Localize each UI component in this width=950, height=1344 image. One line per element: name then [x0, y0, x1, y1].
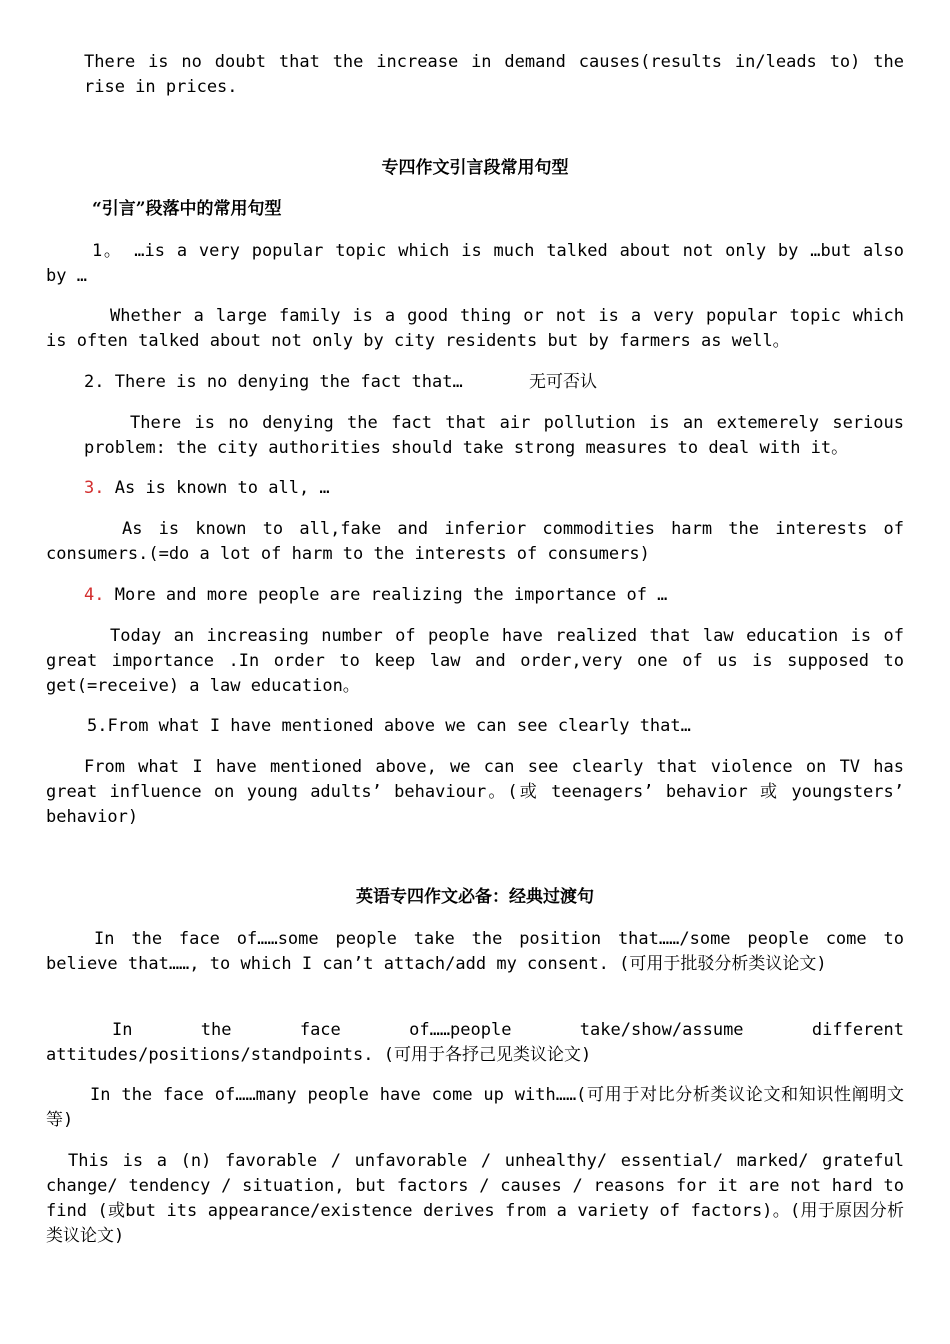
item-number: 1。: [92, 241, 123, 261]
transition-paragraph: In the face of……many people have come up with……(可用于对比分析类议论文和知识性阐明文等): [46, 1085, 904, 1130]
item4-pattern: [84, 583, 904, 608]
item3-example: As is known to all,fake and inferior commodities harm the interests of consumers.(=do a lot of harm to the interests of consumers): [46, 519, 904, 564]
section1-subtitle: “引言”段落中的常用句型: [92, 199, 282, 219]
item-number: 5.: [87, 716, 108, 736]
section1-title: 专四作文引言段常用句型: [381, 158, 569, 178]
item5-pattern: [87, 714, 904, 739]
intro-sentence: There is no doubt that the increase in demand causes(results in/leads to) the rise in prices.: [84, 52, 904, 97]
item2-pattern: [84, 370, 904, 395]
item5-example: From what I have mentioned above, we can see clearly that violence on TV has great influence on young adults’ behaviour。(或 teenagers’ behavior 或 youngsters’ behavior): [46, 757, 904, 827]
item-number: 4.: [84, 585, 105, 605]
item-pattern-text: There is no denying the fact that…: [114, 372, 463, 392]
item-pattern-text: From what I have mentioned above we can see clearly that…: [107, 716, 691, 736]
section2-title: 英语专四作文必备：经典过渡句: [356, 887, 594, 907]
item1-example: Whether a large family is a good thing or not is a very popular topic which is often talked about not only by city residents but by farmers as well。: [46, 306, 904, 351]
item-pattern-text: …is a very popular topic which is much talked about not only by …but also by …: [46, 241, 904, 286]
transition-paragraph: This is a (n) favorable / unfavorable / unhealthy/ essential/ marked/ grateful change/ tendency / situation, but factors / causes / reasons for it are not hard to find (或but its appearance/existence derives from a variety of factors)。(用于原因分析类议论文): [46, 1151, 904, 1246]
item-number: 2.: [84, 372, 105, 392]
item-gloss: 无可否认: [528, 372, 597, 392]
item-number: 3.: [84, 478, 105, 498]
item-pattern-text: More and more people are realizing the importance of …: [114, 585, 668, 605]
item-pattern-text: As is known to all, …: [114, 478, 330, 498]
item3-pattern: [84, 476, 904, 501]
item1-pattern: [46, 239, 904, 289]
item2-example: There is no denying the fact that air pollution is an extemerely serious problem: the city authorities should take strong measures to deal with it。: [84, 413, 904, 458]
item4-example: Today an increasing number of people have realized that law education is of great importance .In order to keep law and order,very one of us is supposed to get(=receive) a law education。: [46, 626, 904, 696]
transition-paragraph: In the face of……people take/show/assume different attitudes/positions/standpoints. (可用于各抒己见类议论文): [46, 1020, 904, 1065]
transition-paragraph: In the face of……some people take the position that……/some people come to believe that……, to which I can’t attach/add my consent. (可用于批驳分析类议论文): [46, 929, 904, 974]
